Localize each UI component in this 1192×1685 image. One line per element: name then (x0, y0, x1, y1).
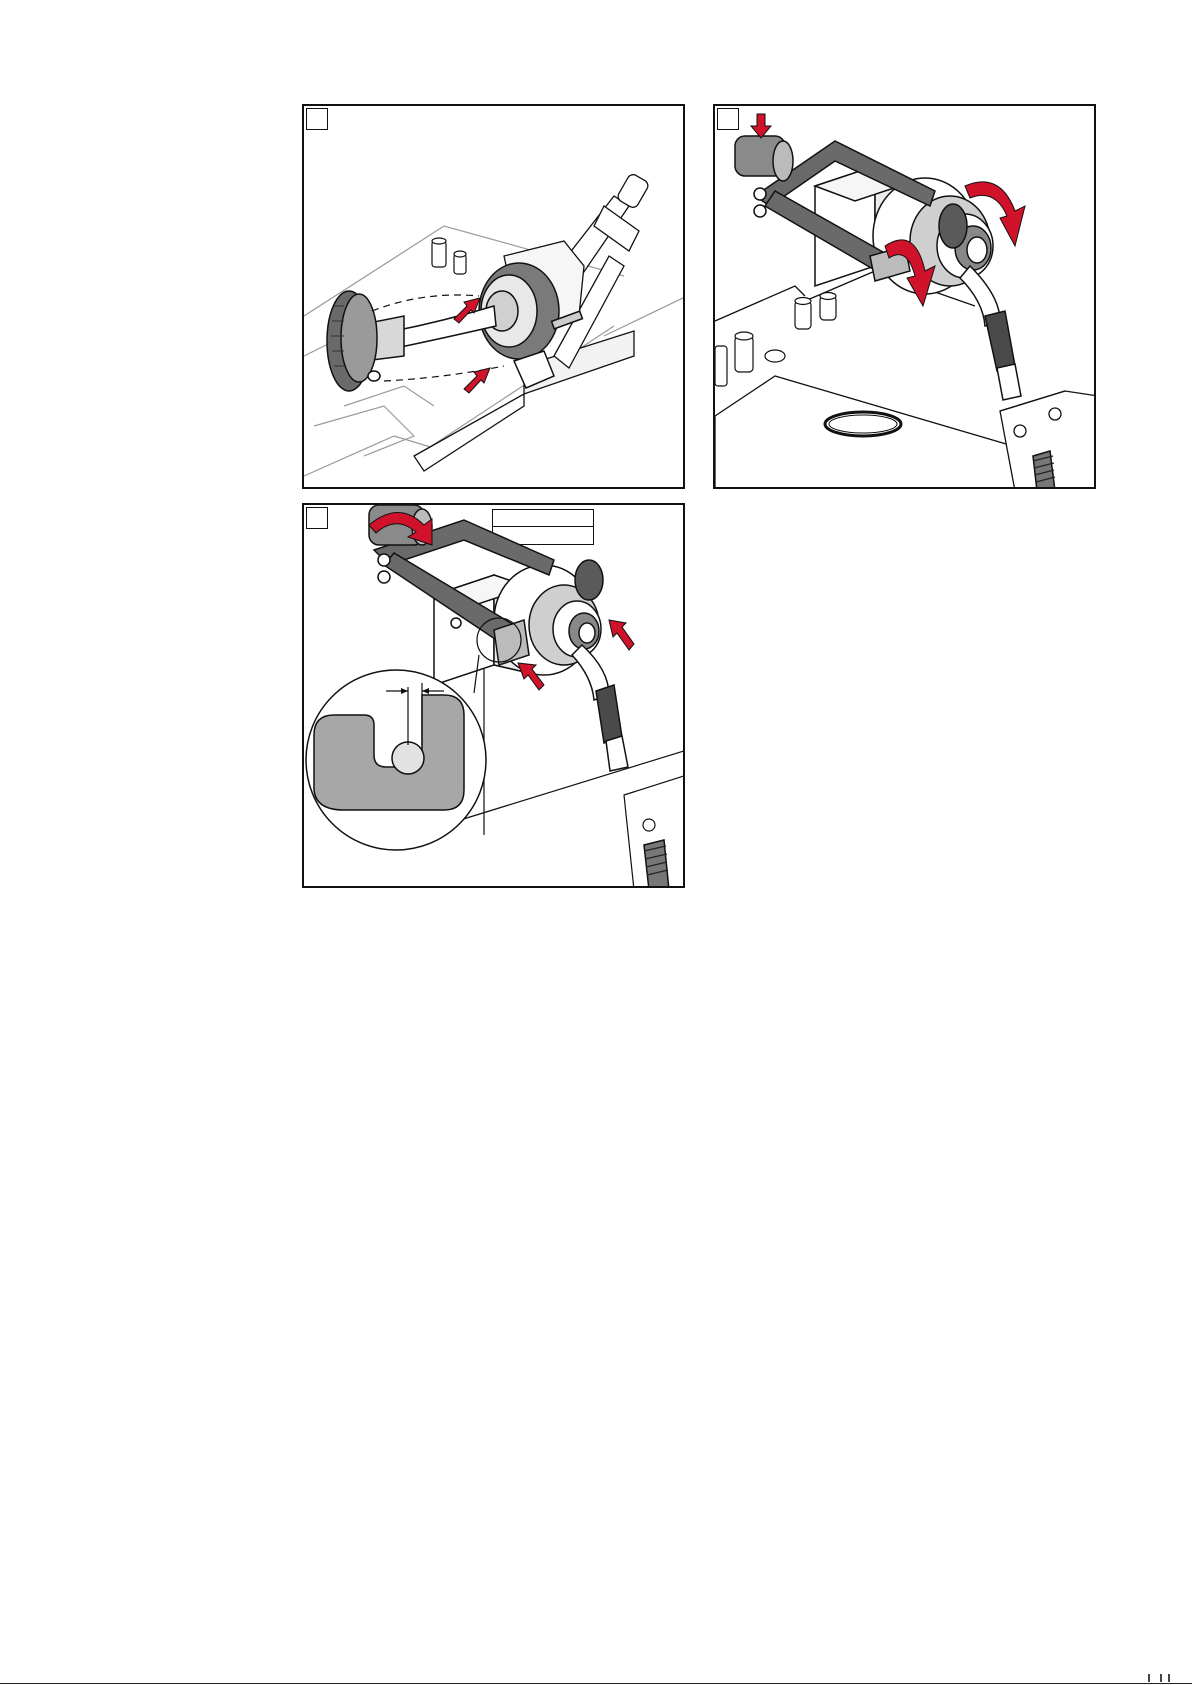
gap-check-drawing (304, 505, 685, 888)
step-2-illustration (713, 104, 1096, 489)
footer-mark (1160, 1674, 1162, 1682)
torch-nozzle-removal-drawing (304, 106, 685, 489)
step-1-illustration (302, 104, 685, 489)
footer-rule (0, 1683, 1192, 1684)
step-3-illustration (302, 503, 685, 888)
footer-mark (1168, 1674, 1170, 1682)
footer-mark (1148, 1674, 1150, 1682)
clamp-tighten-drawing (715, 106, 1096, 489)
